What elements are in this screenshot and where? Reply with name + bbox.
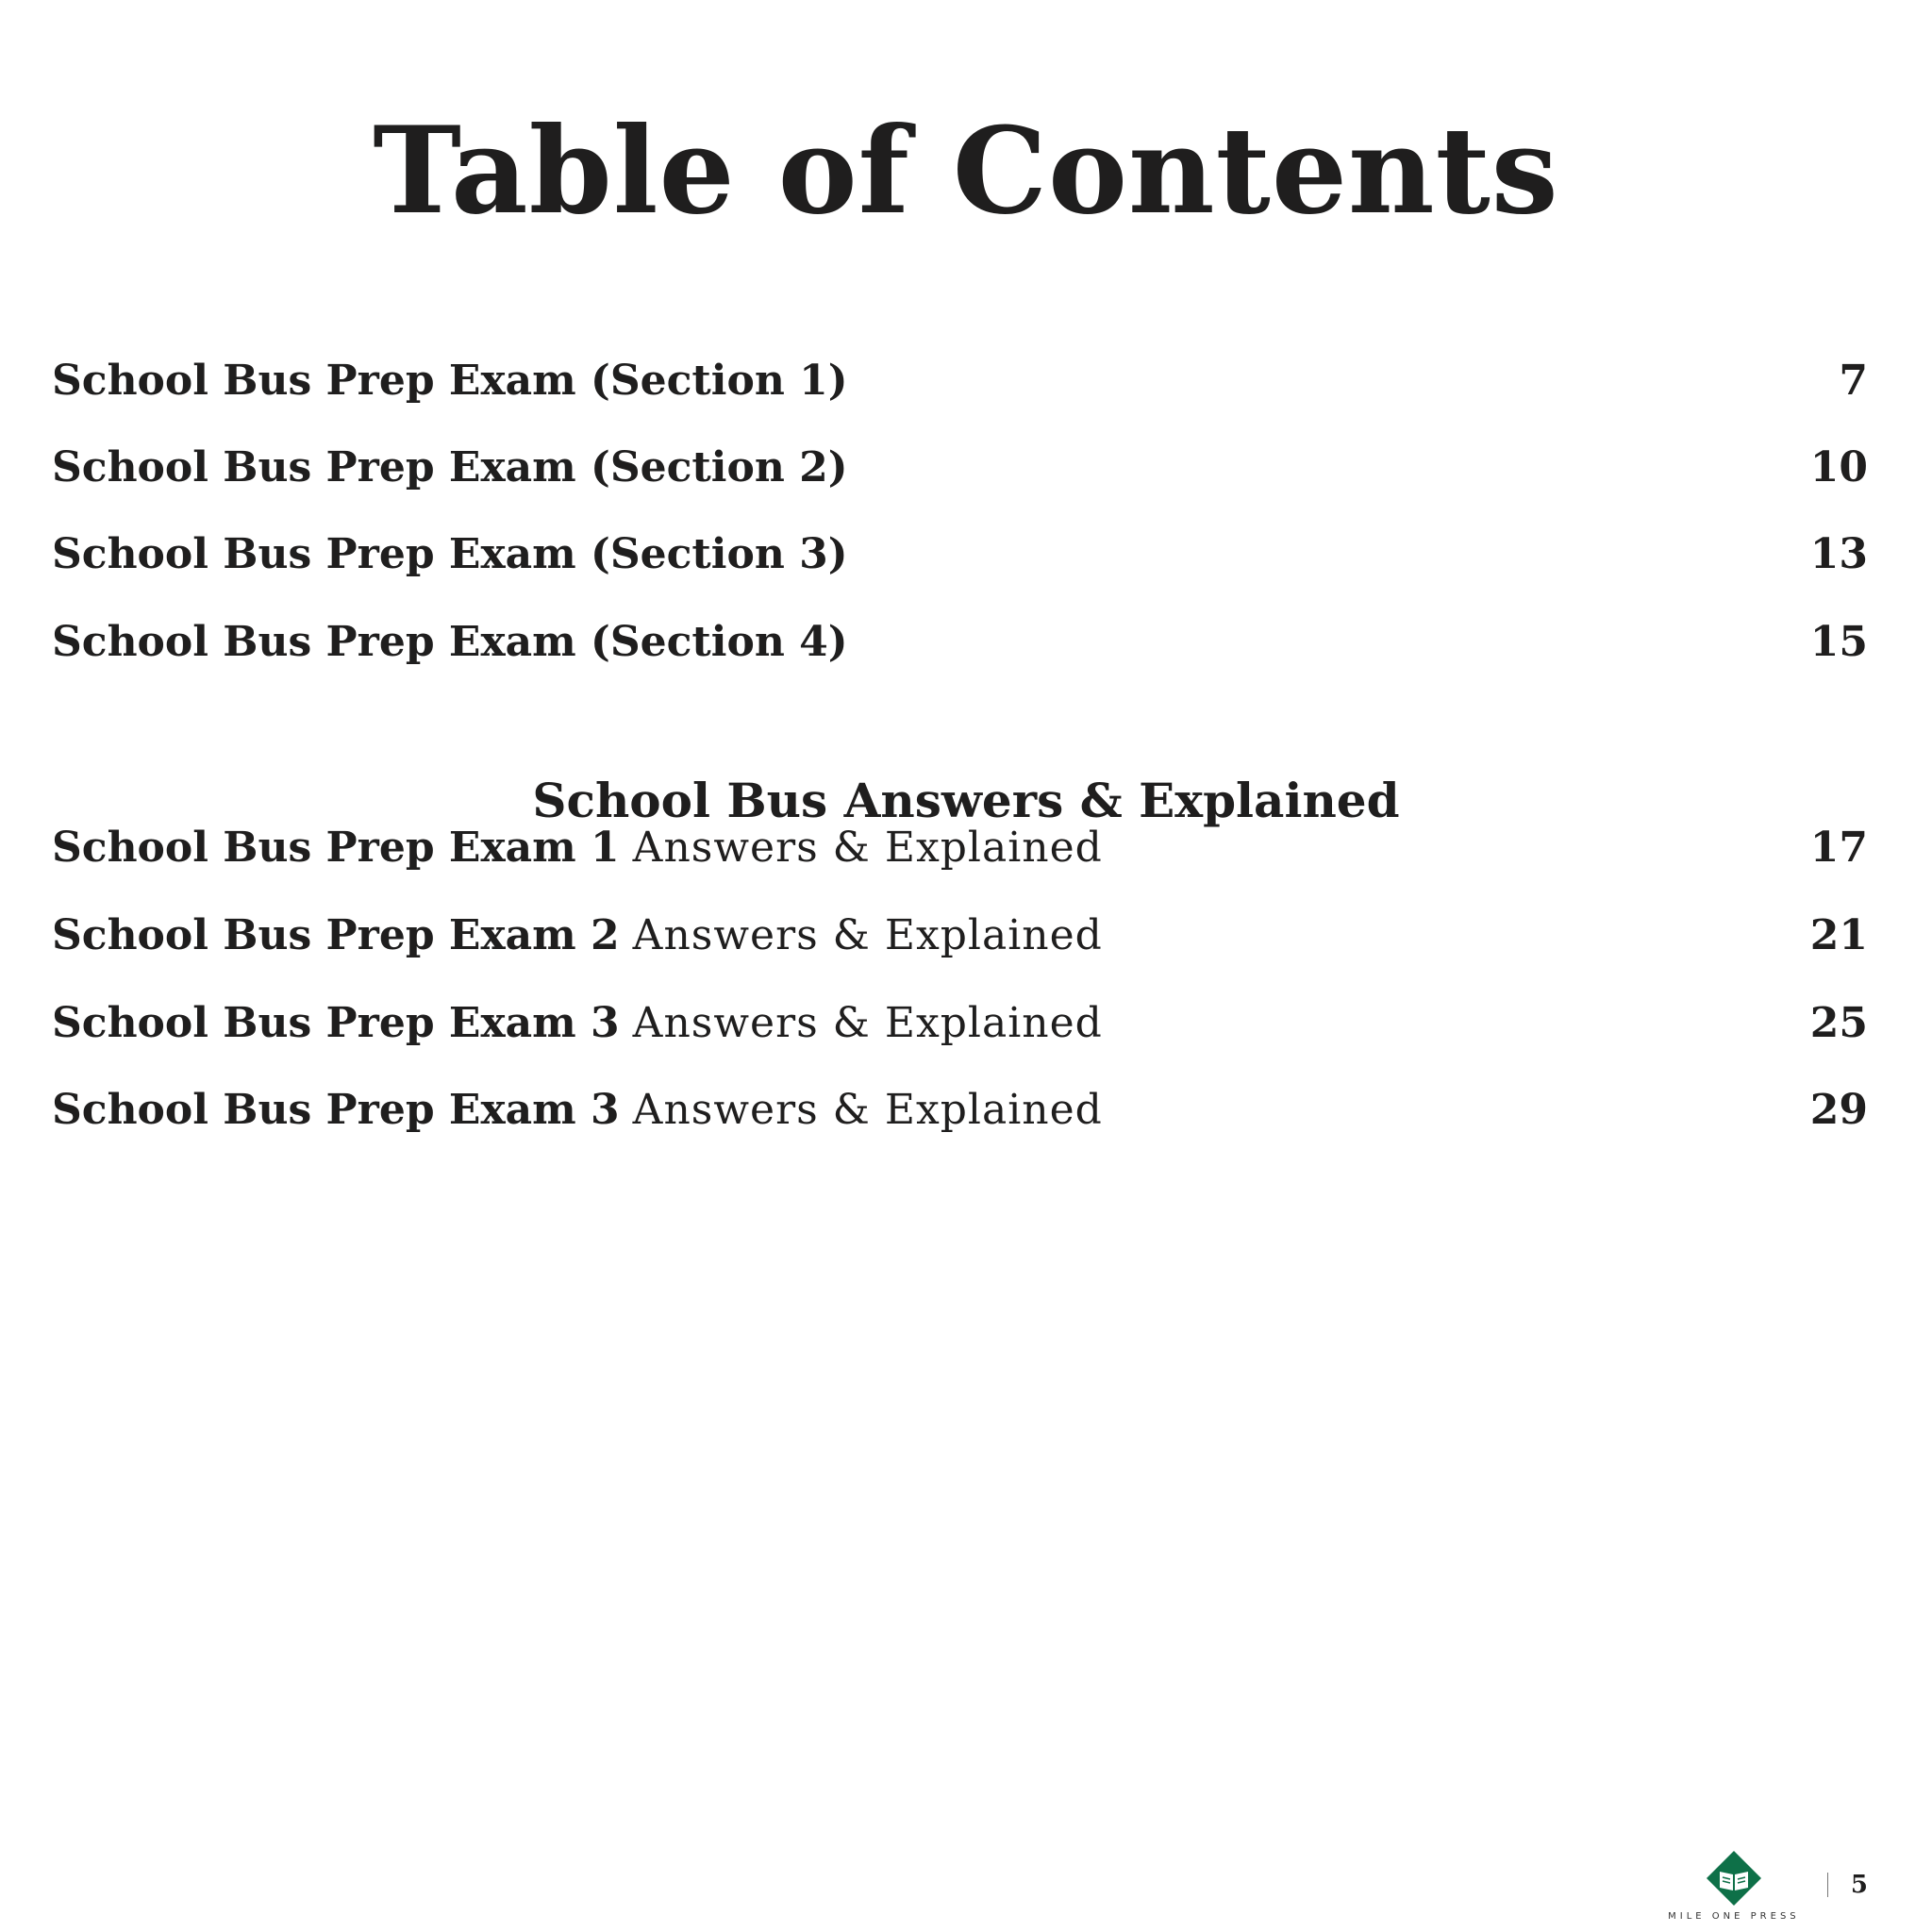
book-icon	[1705, 1849, 1763, 1907]
toc-entry-label-bold: School Bus Prep Exam 3	[52, 999, 620, 1047]
toc-entry-page: 10	[1809, 443, 1868, 491]
toc-entry-label: School Bus Prep Exam (Section 3)	[52, 530, 848, 578]
toc-entry-section-2[interactable]	[52, 443, 1868, 491]
toc-entry-label	[52, 999, 1103, 1047]
toc-entry-page: 7	[1839, 357, 1868, 405]
footer-divider	[1827, 1873, 1828, 1897]
toc-entry-label-light: Answers & Explained	[632, 824, 1103, 872]
toc-entry-label-bold: School Bus Prep Exam 1	[52, 824, 620, 872]
toc-entry-section-4[interactable]	[52, 618, 1868, 666]
toc-entry-label: School Bus Prep Exam (Section 4)	[52, 618, 848, 666]
toc-entry-page: 15	[1809, 618, 1868, 666]
toc-entry-page: 21	[1809, 911, 1868, 959]
toc-entry-label: School Bus Prep Exam (Section 2)	[52, 443, 848, 491]
toc-entry-label-light: Answers & Explained	[632, 999, 1103, 1047]
toc-entry-page: 29	[1809, 1086, 1868, 1134]
publisher-logo-text: MILE ONE PRESS	[1668, 1910, 1800, 1922]
toc-entry-label	[52, 911, 1103, 959]
toc-entry-label	[52, 1086, 1103, 1134]
toc-entry-answers-2[interactable]	[52, 911, 1868, 959]
toc-entry-page: 13	[1809, 530, 1868, 578]
toc-entry-section-3[interactable]	[52, 530, 1868, 578]
toc-entry-label: School Bus Prep Exam (Section 1)	[52, 357, 848, 405]
page-title: Table of Contents	[373, 101, 1559, 242]
answers-section-heading: School Bus Answers & Explained	[532, 772, 1400, 828]
publisher-logo	[1668, 1849, 1800, 1922]
toc-entry-answers-1[interactable]	[52, 824, 1868, 872]
toc-entry-label-bold: School Bus Prep Exam 2	[52, 911, 620, 959]
page-number: 5	[1850, 1871, 1868, 1899]
page-footer	[1668, 1838, 1868, 1932]
toc-entry-page: 17	[1809, 824, 1868, 872]
toc-entry-answers-3[interactable]	[52, 999, 1868, 1047]
toc-entry-answers-4[interactable]	[52, 1086, 1868, 1134]
toc-entry-label-light: Answers & Explained	[632, 1086, 1103, 1134]
toc-entry-page: 25	[1809, 999, 1868, 1047]
toc-entry-label	[52, 824, 1103, 872]
toc-entry-label-light: Answers & Explained	[632, 911, 1103, 959]
toc-entry-label-bold: School Bus Prep Exam 3	[52, 1086, 620, 1134]
toc-entry-section-1[interactable]	[52, 357, 1868, 405]
